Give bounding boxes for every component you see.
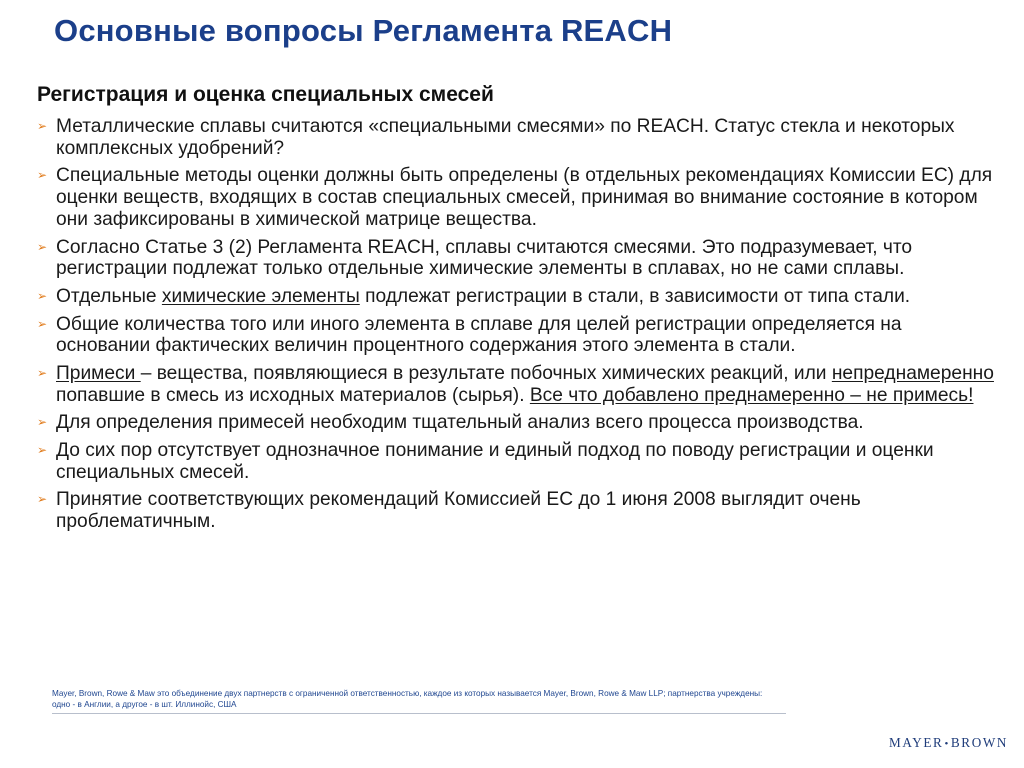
arrow-bullet-icon: ➢ <box>37 288 48 303</box>
bullet-text: Металлические сплавы считаются «специальными смесями» по REACH. Статус стекла и некоторых комплексных удобрений? <box>56 116 955 159</box>
company-logo <box>866 735 1008 751</box>
bullet-text-part: попавшие в смесь из исходных материалов (сырья). <box>56 384 530 406</box>
logo-text-right: BROWN <box>950 735 1008 750</box>
arrow-bullet-icon: ➢ <box>37 442 48 457</box>
logo-dot: • <box>944 738 950 750</box>
arrow-bullet-icon: ➢ <box>37 239 48 254</box>
bullet-item <box>37 489 997 533</box>
logo-text-left: MAYER <box>889 735 944 750</box>
bullet-list <box>37 116 997 539</box>
bullet-text-part: Отдельные <box>56 285 162 307</box>
arrow-bullet-icon: ➢ <box>37 316 48 331</box>
bullet-text-part: – вещества, появляющиеся в результате побочных химических реакций, или <box>140 362 832 384</box>
underlined-emphasis: Все что добавлено преднамеренно – не примесь! <box>529 384 974 406</box>
bullet-text: Принятие соответствующих рекомендаций Комиссией ЕС до 1 июня 2008 выглядит очень проблематичным. <box>56 489 861 533</box>
bullet-item <box>37 440 997 484</box>
arrow-bullet-icon: ➢ <box>37 365 48 380</box>
arrow-bullet-icon: ➢ <box>37 168 48 183</box>
bullet-item <box>37 314 997 358</box>
bullet-item <box>37 116 997 160</box>
bullet-item <box>37 165 997 230</box>
arrow-bullet-icon: ➢ <box>37 119 48 133</box>
underlined-term: химические элементы <box>161 285 360 307</box>
bullet-text: Для определения примесей необходим тщательный анализ всего процесса производства. <box>56 412 864 434</box>
arrow-bullet-icon: ➢ <box>37 492 48 507</box>
bullet-text: Специальные методы оценки должны быть определены (в отдельных рекомендациях Комиссии ЕС) для оценки веществ, входящих в состав специальных смесей, принимая во внимание состояние в котором они зафиксированы в химической матрице вещества. <box>56 165 993 230</box>
bullet-item <box>37 286 997 308</box>
legal-footnote <box>52 689 812 711</box>
slide-title: Основные вопросы Регламента REACH <box>54 13 673 48</box>
section-heading: Регистрация и оценка специальных смесей <box>37 83 494 106</box>
bullet-text-part: подлежат регистрации в стали, в зависимости от типа стали. <box>359 285 911 307</box>
bullet-text: Согласно Статье 3 (2) Регламента REACH, сплавы считаются смесями. Это подразумевает, что регистрации подлежат только отдельные химические элементы в сплавах, но не сами сплавы. <box>56 236 913 280</box>
underlined-term: Примеси <box>56 362 141 384</box>
footer-divider <box>52 713 786 714</box>
bullet-text: Общие количества того или иного элемента в сплаве для целей регистрации определяется на основании фактических величин процентного содержания этого элемента в стали. <box>56 313 902 357</box>
bullet-text: До сих пор отсутствует однозначное понимание и единый подход по поводу регистрации и оценки специальных смесей. <box>56 439 934 483</box>
bullet-item <box>37 237 997 281</box>
underlined-term: непреднамеренно <box>831 362 994 384</box>
footnote-line: одно - в Англии, а другое - в шт. Иллинойс, США <box>52 699 237 709</box>
bullet-item <box>37 363 997 407</box>
arrow-bullet-icon: ➢ <box>37 415 48 430</box>
bullet-item <box>37 412 997 434</box>
footnote-line: Mayer, Brown, Rowe & Maw это объединение двух партнерств с ограниченной ответственностью, каждое из которых называется Mayer, Brown, Rowe & Maw LLP; партнерства учреждены: <box>52 689 763 698</box>
